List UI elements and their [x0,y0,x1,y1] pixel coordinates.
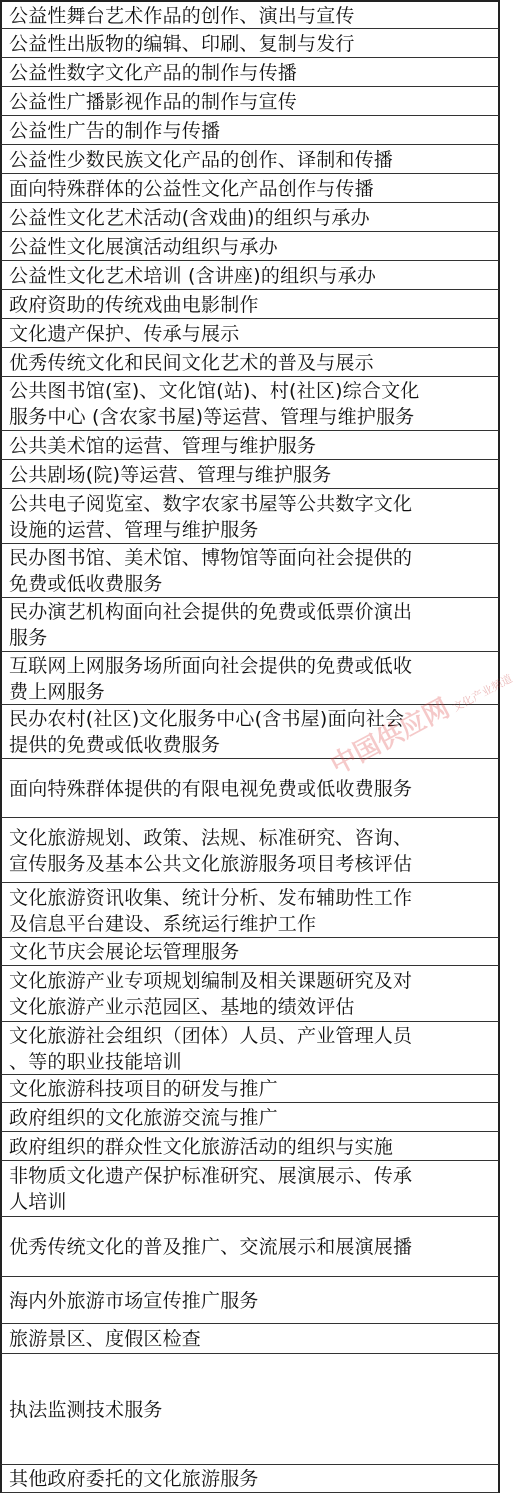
watermark-main-text: 中国供应网 [325,693,455,781]
row-text: 文化节庆会展论坛管理服务 [9,941,240,963]
table-row [0,174,500,203]
row-text: 公益性文化展演活动组织与承办 [9,235,278,258]
row-text: 优秀传统文化的普及推广、交流展示和展演展播 [9,1236,413,1258]
table-row [0,319,500,348]
table-row [0,1103,500,1132]
table-row [0,348,500,377]
table-row [0,87,500,116]
table-row [0,818,500,883]
table-row [0,377,500,431]
row-text: 公益性文化艺术培训 (含讲座)的组织与承办 [9,264,377,287]
row-text: 公共剧场(院)等运营、管理与维护服务 [9,463,332,486]
row-text: 文化旅游社会组织（团体）人员、产业管理人员 、等的职业技能培训 [9,1024,413,1073]
row-text: 民办图书馆、美术馆、博物馆等面向社会提供的 免费或低收费服务 [9,547,413,595]
table-row [0,1132,500,1161]
row-text: 非物质文化遗产保护标准研究、展演展示、传承 人培训 [9,1165,413,1213]
table-row [0,966,500,1022]
table-row [0,489,500,544]
row-text: 公共电子阅览室、数字农家书屋等公共数字文化 设施的运营、管理与维护服务 [9,492,413,541]
table-row [0,1277,500,1324]
table-row [0,431,500,460]
table-row [0,261,500,290]
watermark-sub-text: 文化产业频道 [450,671,515,715]
table-row [0,883,500,938]
row-text: 公共图书馆(室)、文化馆(站)、村(社区)综合文化 服务中心 (含农家书屋)等运营、管理与维护服务 [9,380,420,428]
table-row [0,1022,500,1075]
row-text: 文化旅游资讯收集、统计分析、发布辅助性工作 及信息平台建设、系统运行维护工作 [9,886,413,935]
row-text: 政府组织的群众性文化旅游活动的组织与实施 [9,1135,394,1158]
table-row [0,1075,500,1103]
row-text: 旅游景区、度假区检查 [9,1328,202,1350]
table-row [0,460,500,489]
row-text: 执法监测技术服务 [9,1398,163,1421]
table-row [0,759,500,818]
row-text: 文化旅游规划、政策、法规、标准研究、咨询、 宣传服务及基本公共文化旅游服务项目考核评估 [9,826,413,875]
row-text: 公共美术馆的运营、管理与维护服务 [9,434,317,457]
row-text: 公益性文化艺术活动(含戏曲)的组织与承办 [9,206,370,229]
row-text: 面向特殊群体提供的有限电视免费或低收费服务 [9,777,413,800]
table-row [0,0,500,29]
table-row [0,290,500,319]
row-text: 公益性广播影视作品的制作与宣传 [9,90,298,113]
row-text: 民办演艺机构面向社会提供的免费或低票价演出 服务 [9,601,413,649]
row-text: 文化遗产保护、传承与展示 [9,322,240,345]
table-row [0,1354,500,1465]
row-text: 政府资助的传统戏曲电影制作 [9,293,259,316]
row-text: 公益性广告的制作与传播 [9,119,221,142]
row-text: 互联网上网服务场所面向社会提供的免费或低收 费上网服务 [9,654,413,703]
row-text: 优秀传统文化和民间文化艺术的普及与展示 [9,351,374,374]
row-text: 公益性数字文化产品的制作与传播 [9,61,298,84]
table-row [0,145,500,174]
table-row [0,116,500,145]
table-row [0,29,500,58]
table-row [0,1324,500,1354]
row-text: 面向特殊群体的公益性文化产品创作与传播 [9,177,374,200]
table-row [0,58,500,87]
row-text: 文化旅游科技项目的研发与推广 [9,1078,278,1100]
row-text: 文化旅游产业专项规划编制及相关课题研究及对 文化旅游产业示范园区、基地的绩效评估 [9,970,413,1018]
table-row [0,1465,500,1493]
table-row [0,203,500,232]
row-text: 海内外旅游市场宣传推广服务 [9,1289,259,1312]
row-text: 公益性少数民族文化产品的创作、译制和传播 [9,148,394,171]
row-text: 政府组织的文化旅游交流与推广 [9,1106,278,1129]
row-text: 公益性舞台艺术作品的创作、演出与宣传 [9,4,355,27]
table-row [0,598,500,652]
table-row [0,232,500,261]
table-row [0,1217,500,1277]
table-row [0,1161,500,1217]
row-text: 其他政府委托的文化旅游服务 [9,1468,259,1490]
row-text: 民办农村(社区)文化服务中心(含书屋)面向社会 提供的免费或低收费服务 [9,708,405,756]
row-text: 公益性出版物的编辑、印刷、复制与发行 [9,32,355,55]
table-row [0,544,500,598]
table-row [0,938,500,966]
